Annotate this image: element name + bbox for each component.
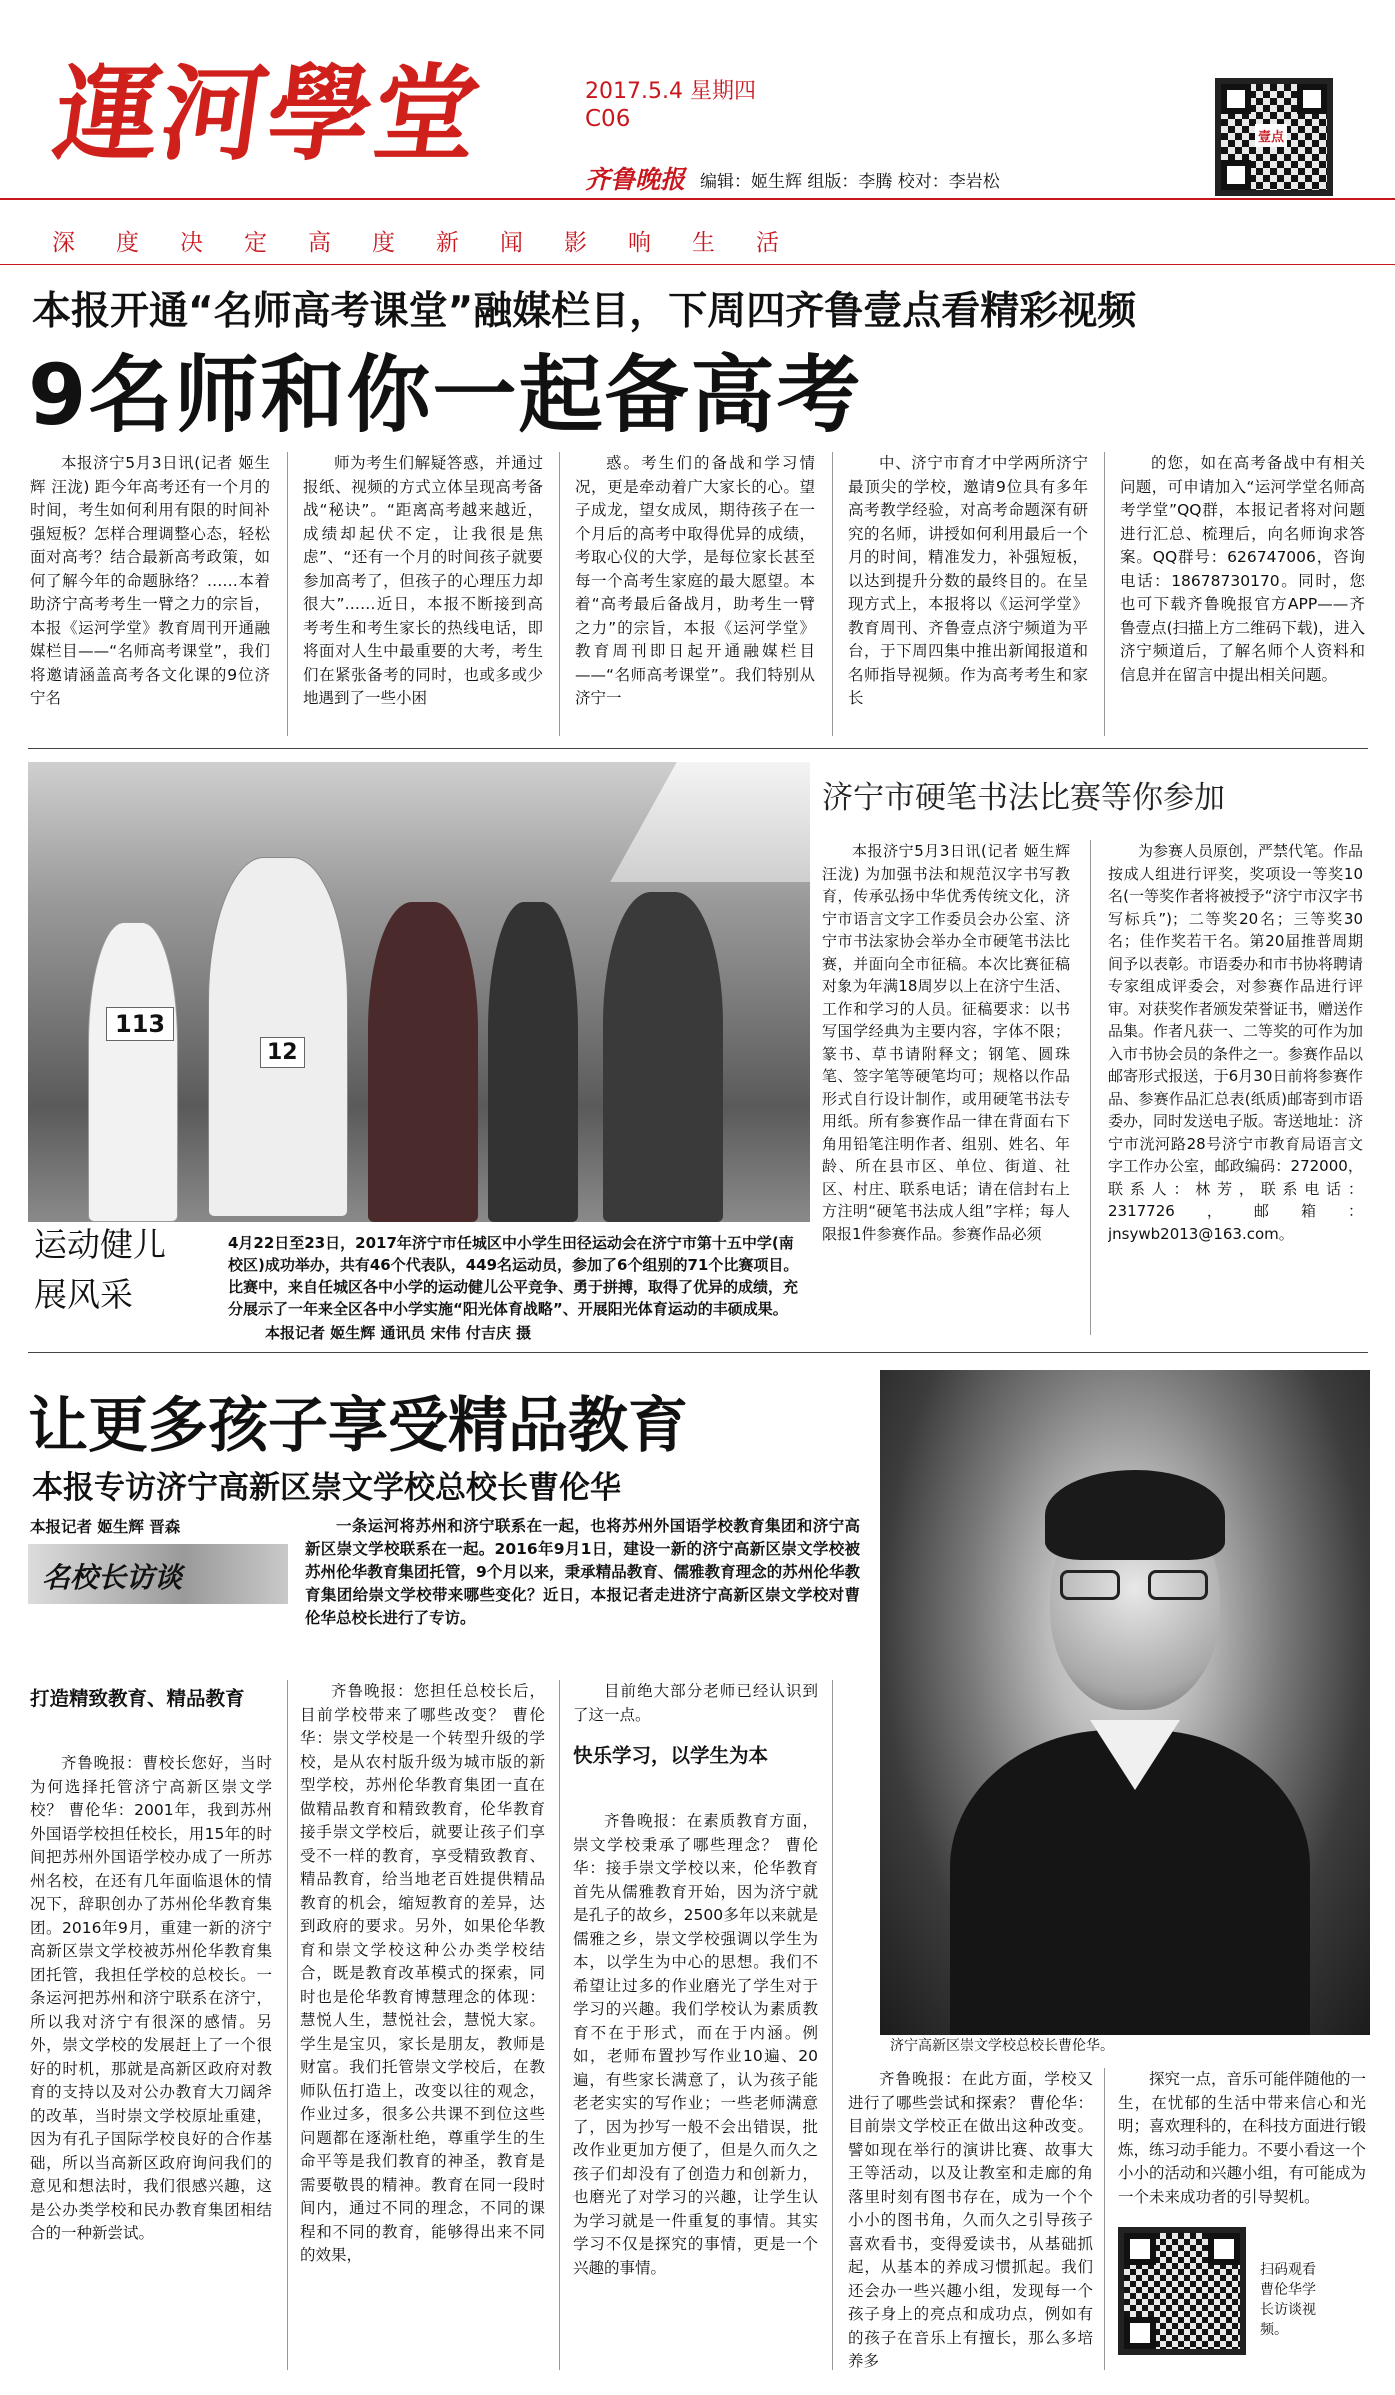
masthead-logo: 運河學堂 — [47, 52, 489, 175]
sports-photo — [28, 762, 810, 1222]
divider — [287, 1680, 288, 2370]
principal-portrait-photo — [880, 1370, 1370, 2035]
top-story-column-1: 本报济宁5月3日讯(记者 姬生辉 汪泷) 距今年高考还有一个月的时间，考生如何利用有限的时间补强短板？怎样合理调整心态，轻松面对高考？结合最新高考政策，如何了解今年的命题脉络？……本着助济宁高考考生一臂之力的宗旨，本报《运河学堂》教育周刊开通融媒栏目——“名师高考课堂”，我们将邀请涵盖高考各文化课的9位济宁名 — [30, 454, 270, 707]
interview-badge: 名校长访谈 — [28, 1544, 288, 1604]
top-story-column-5: 的您，如在高考备战中有相关问题，可申请加入“运河学堂名师高考学堂”QQ群，本报记者将对问题进行汇总、梳理后，向名师询求答案。QQ群号：626747006，咨询电话：18678730170。同时，您也可下载齐鲁晚报官方APP——齐鲁壹点(扫描上方二维码下载)，进入济宁频道后，了解名师个人资料和信息并在留言中提出相关问题。 — [1120, 454, 1365, 684]
photo-story-caption: 4月22日至23日，2017年济宁市任城区中小学生田径运动会在济宁市第十五中学(南校区)成功举办，共有46个代表队，449名运动员，参加了6个组别的71个比赛项目。比赛中，来自任城区各中小学的运动健儿公平竞争、勇于拼搏，取得了优异的成绩，充分展示了一年来全区各中小学实施“阳光体育战略”、开展阳光体育运动的丰硕成果。 — [228, 1234, 799, 1318]
interview-column-5: 探究一点，音乐可能伴随他的一生，在忧郁的生活中带来信心和光明；喜欢理科的，在科技方面进行锻炼，练习动手能力。不要小看这一个小小的活动和兴趣小组，有可能成为一个未来成功者的引导契机。 — [1118, 2070, 1366, 2206]
photo-story-credit: 本报记者 姬生辉 通讯员 宋伟 付吉庆 摄 — [265, 1324, 532, 1342]
divider — [1104, 2068, 1105, 2370]
bib-number: 113 — [106, 1007, 174, 1041]
section-heading: 快乐学习，以学生为本 — [573, 1744, 769, 1767]
top-story-column-3: 惑。考生们的备战和学习情况，更是牵动着广大家长的心。望子成龙，望女成凤，期待孩子在一个月后的高考中取得优异的成绩，考取心仪的大学，是每位家长甚至每一个高考生家庭的最大愿望。本着“高考最后备战月，助考生一臂之力”的宗旨，本报《运河学堂》教育周刊即日起开通融媒栏目——“名师高考课堂”。我们特别从济宁一 — [575, 454, 815, 707]
portrait-caption: 济宁高新区崇文学校总校长曹伦华。 — [890, 2038, 1114, 2054]
interview-lead: 一条运河将苏州和济宁联系在一起，也将苏州外国语学校教育集团和济宁高新区崇文学校联系在一起。2016年9月1日，建设一新的济宁高新区崇文学校被苏州伦华教育集团托管，9个月以来，秉承精品教育、儒雅教育理念的苏州伦华教育集团给崇文学校带来哪些变化？近日，本报记者走进济宁高新区崇文学校对曹伦华总校长进行了专访。 — [305, 1517, 860, 1627]
calligraphy-column-1: 本报济宁5月3日讯(记者 姬生辉 汪泷) 为加强书法和规范汉字书写教育，传承弘扬中华优秀传统文化，济宁市语言文字工作委员会办公室、济宁市书法家协会举办全市硬笔书法比赛，并面向全市征稿。本次比赛征稿对象为年满18周岁以上在济宁生活、工作和学习的人员。征稿要求：以书写国学经典为主要内容，字体不限；篆书、草书请附释文；钢笔、圆珠笔、签字笔等硬笔均可；规格以作品形式自行设计制作，或用硬笔书法专用纸。所有参赛作品一律在背面右下角用铅笔注明作者、组别、姓名、年龄、所在县市区、单位、街道、社区、村庄、联系电话；请在信封右上方注明“硬笔书法成人组”字样；每人限报1件参赛作品。参赛作品必须 — [822, 842, 1070, 1243]
photo-story-title: 运动健儿 展风采 — [34, 1225, 166, 1314]
divider — [559, 452, 560, 736]
top-story-subhead: 本报开通“名师高考课堂”融媒栏目，下周四齐鲁壹点看精彩视频 — [32, 289, 1137, 334]
interview-subhead: 本报专访济宁高新区崇文学校总校长曹伦华 — [32, 1470, 621, 1506]
divider — [287, 452, 288, 736]
qr-badge: 壹点 — [1255, 124, 1287, 147]
divider — [28, 748, 1368, 749]
interview-column-3-top: 目前绝大部分老师已经认识到了这一点。 — [573, 1682, 818, 1724]
divider — [1090, 840, 1091, 1335]
editors-line: 编辑：姬生辉 组版：李腾 校对：李岩松 — [700, 172, 1000, 192]
calligraphy-column-2: 为参赛人员原创，严禁代笔。作品按成人组进行评奖，奖项设一等奖10名(一等奖作者将被授予“济宁市汉字书写标兵”)；二等奖20名；三等奖30名；佳作奖若干名。第20届推普周期间予以表彰。市语委办和市书协将聘请专家组成评委会，对参赛作品进行评审。对获奖作者颁发荣誉证书，赠送作品集。作者凡获一、二等奖的可作为加入市书协会员的条件之一。参赛作品以邮寄形式报送，于6月30日前将参赛作品、参赛作品汇总表(纸质)邮寄到市语委办，同时发送电子版。寄送地址：济宁市洸河路28号济宁市教育局语言文字工作办公室，邮政编码：272000，联系人：林芳，联系电话：2317726，邮箱：jnsywb2013@163.com。 — [1108, 842, 1363, 1243]
divider — [1104, 452, 1105, 736]
interview-headline: 让更多孩子享受精品教育 — [28, 1391, 688, 1461]
interview-column-1: 齐鲁晚报：曹校长您好，当时为何选择托管济宁高新区崇文学校？ 曹伦华：2001年，我到苏州外国语学校担任校长，用15年的时间把苏州外国语学校办成了一所苏州名校，在还有几年面临退休的情况下，辞职创办了苏州伦华教育集团。2016年9月，重建一新的济宁高新区崇文学校被苏州伦华教育集团托管，我担任学校的总校长。一条运河把苏州和济宁联系在济宁，所以我对济宁有很深的感情。另外，崇文学校的发展赶上了一个很好的时机，那就是高新区政府对教育的支持以及对公办教育大刀阔斧的改革，当时崇文学校原址重建，因为有孔子国际学校良好的合作基础，所以当高新区政府询问我们的意见和想法时，我们很感兴趣，这是公办类学校和民办教育集团相结合的一种新尝试。 — [30, 1754, 272, 2242]
divider — [832, 1680, 833, 2370]
interview-column-4: 齐鲁晚报：在此方面，学校又进行了哪些尝试和探索？ 曹伦华：目前崇文学校正在做出这种改变。譬如现在举行的演讲比赛、故事大王等活动，以及让教室和走廊的角落里时刻有图书存在，成为一个个小小的图书角，久而久之引导孩子喜欢看书，变得爱读书，从基础抓起，从基本的养成习惯抓起。我们还会办一些兴趣小组，发现每一个孩子身上的亮点和成功点，例如有的孩子在音乐上有擅长，那么多培养多 — [848, 2070, 1093, 2370]
divider — [832, 452, 833, 736]
section-heading: 打造精致教育、精品教育 — [30, 1687, 245, 1710]
top-story-column-2: 师为考生们解疑答惑，并通过报纸、视频的方式立体呈现高考备战“秘诀”。“距离高考越来越近，成绩却起伏不定，让我很是焦虑”、“还有一个月的时间孩子就要参加高考了，但孩子的心理压力却很大”……近日，本报不断接到高考考生和考生家长的热线电话，即将面对人生中最重要的大考，考生们在紧张备考的同时，也或多或少地遇到了一些小困 — [303, 454, 543, 707]
paper-logo: 齐鲁晚报 — [585, 165, 686, 194]
top-story-column-4: 中、济宁市育才中学两所济宁最顶尖的学校，邀请9位具有多年高考教学经验，对高考命题深有研究的名师，讲授如何利用最后一个月的时间，精准发力，补强短板，以达到提升分数的最终目的。在呈现方式上，本报将以《运河学堂》教育周刊、齐鲁壹点济宁频道为平台，于下周四集中推出新闻报道和名师指导视频。作为高考考生和家长 — [848, 454, 1088, 707]
bib-number: 12 — [260, 1037, 305, 1068]
qr-code-icon[interactable] — [1118, 2227, 1246, 2355]
page-number: C06 — [585, 106, 631, 132]
interview-column-3: 齐鲁晚报：在素质教育方面，崇文学校秉承了哪些理念？ 曹伦华：接手崇文学校以来，伦华教育首先从儒雅教育开始，因为济宁就是孔子的故乡，2500多年以来就是儒雅之乡，崇文学校强调以学生为本，以学生为中心的思想。我们不希望让过多的作业磨光了学生对于学习的兴趣。我们学校认为素质教育不在于形式，而在于内涵。例如，老师布置抄写作业10遍、20遍，有些家长满意了，认为孩子能老老实实的写作业；一些老师满意了，因为抄写一般不会出错误，批改作业更加方便了，但是久而久之孩子们却没有了创造力和创新力，也磨光了对学习的兴趣，让学生认为学习就是一件重复的事情。其实学习不仅是探究的事情，更是一个兴趣的事情。 — [573, 1812, 818, 2277]
calligraphy-headline: 济宁市硬笔书法比赛等你参加 — [822, 780, 1225, 816]
qr-code-icon[interactable] — [1215, 78, 1333, 196]
interview-column-2: 齐鲁晚报：您担任总校长后，目前学校带来了哪些改变？ 曹伦华：崇文学校是一个转型升级的学校，是从农村版升级为城市版的新型学校，苏州伦华教育集团一直在做精品教育和精致教育，伦华教育接手崇文学校后，就要让孩子们享受不一样的教育，享受精致教育、精品教育，给当地老百姓提供精品教育的机会，缩短教育的差异，达到政府的要求。另外，如果伦华教育和崇文学校这种公办类学校结合，既是教育改革模式的探索，同时也是伦华教育博慧理念的体现：慧悦人生，慧悦社会，慧悦大家。学生是宝贝，家长是朋友，教师是财富。我们托管崇文学校后，在教师队伍打造上，改变以往的观念，作业过多，很多公共课不到位这些问题都在逐渐杜绝，尊重学生的生命平等是我们教育的神圣，教育是需要敬畏的精神。教育在同一段时间内，通过不同的理念，不同的课程和不同的教育，能够得出来不同的效果， — [300, 1682, 545, 2264]
divider — [28, 1352, 1368, 1353]
divider — [0, 198, 1395, 200]
qr-caption: 扫码观看曹伦华学长访谈视频。 — [1260, 2262, 1316, 2338]
divider — [559, 1680, 560, 2370]
divider — [0, 264, 1395, 265]
slogan: 深度决定高度新闻影响生活 — [52, 230, 820, 256]
top-story-headline: 9名师和你一起备高考 — [28, 346, 863, 444]
interview-byline: 本报记者 姬生辉 晋森 — [30, 1518, 181, 1536]
issue-date: 2017.5.4 星期四 — [585, 79, 756, 104]
